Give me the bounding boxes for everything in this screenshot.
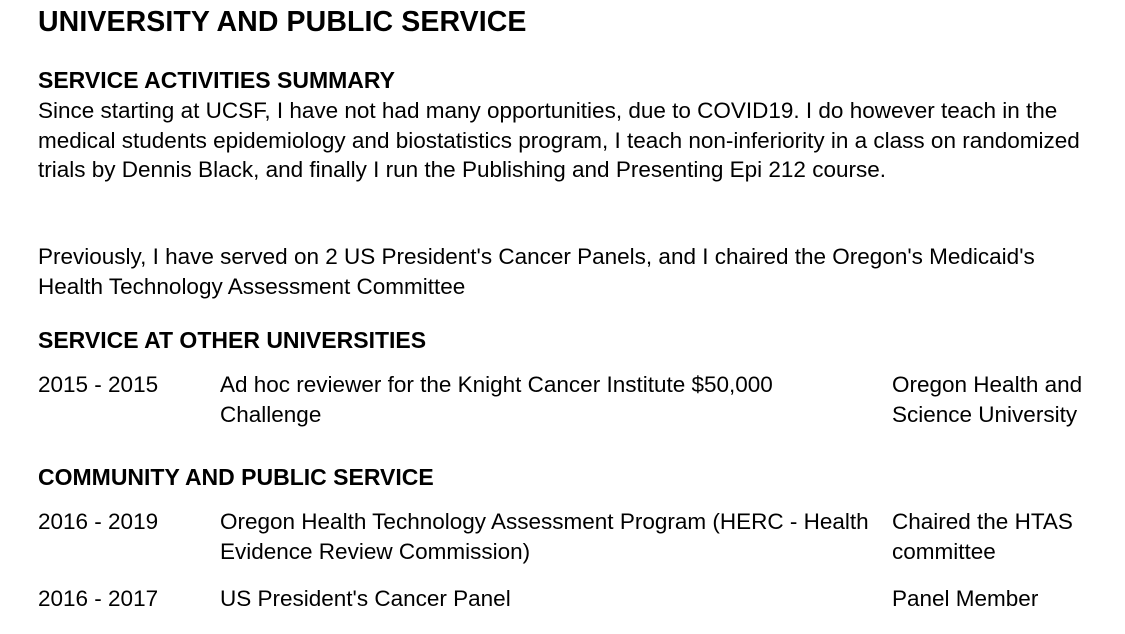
summary-paragraph-2: Previously, I have served on 2 US President's Cancer Panels, and I chaired the Oregon's Medicaid's Health Technology Assessment Committee	[38, 244, 1035, 299]
entry-dates: 2016 - 2019	[38, 509, 159, 534]
entry-role: Oregon Health and Science University	[892, 372, 1083, 427]
page-title: UNIVERSITY AND PUBLIC SERVICE	[38, 6, 527, 38]
entry-description: US President's Cancer Panel	[220, 586, 511, 611]
section-heading-other-universities: SERVICE AT OTHER UNIVERSITIES	[38, 327, 427, 353]
entry-role: Panel Member	[892, 586, 1039, 611]
entry-description: Ad hoc reviewer for the Knight Cancer Institute $50,000 Challenge	[220, 372, 773, 427]
entry-dates: 2016 - 2017	[38, 586, 159, 611]
entry-dates: 2015 - 2015	[38, 372, 159, 397]
entry-role: Chaired the HTAS committee	[892, 509, 1073, 564]
section-heading-summary: SERVICE ACTIVITIES SUMMARY	[38, 67, 395, 93]
summary-paragraph-1: Since starting at UCSF, I have not had many opportunities, due to COVID19. I do however teach in the medical students epidemiology and biostatistics program, I teach non-inferiority in a class on randomized trials by Dennis Black, and finally I run the Publishing and Presenting Epi 212 course.	[38, 98, 1080, 182]
section-heading-community: COMMUNITY AND PUBLIC SERVICE	[38, 464, 434, 490]
entry-description: Oregon Health Technology Assessment Program (HERC - Health Evidence Review Commission)	[220, 509, 869, 564]
